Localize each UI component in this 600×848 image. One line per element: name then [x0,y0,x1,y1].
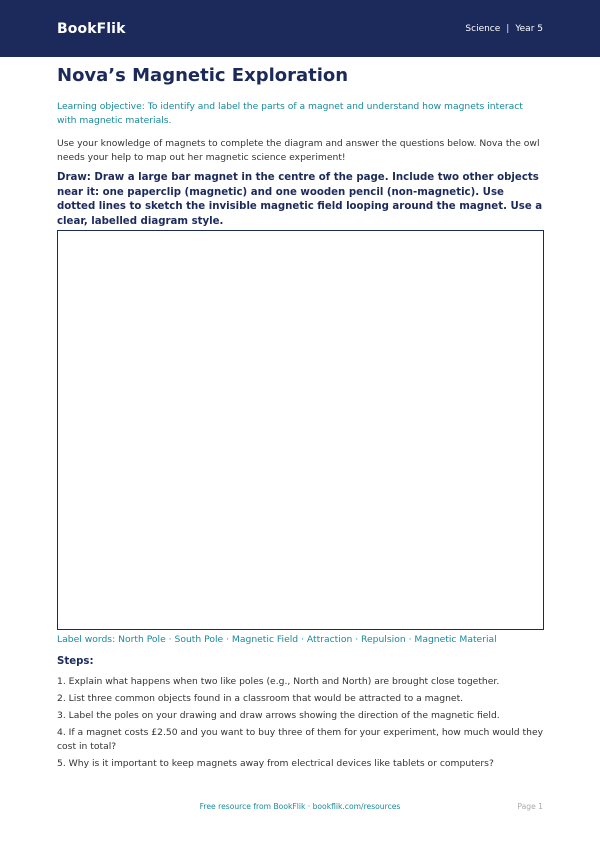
steps-list [57,675,545,774]
page-header [0,0,600,57]
step-item: 4. If a magnet costs £2.50 and you want to buy three of them for your experiment, how much would they cost in total? [57,727,544,752]
learning-objective: Learning objective: To identify and label the parts of a magnet and understand how magnets interact with magnetic materials. [57,101,523,126]
step-item: 1. Explain what happens when two like poles (e.g., North and North) are brought close together. [57,676,500,687]
label-words: Label words: North Pole · South Pole · Magnetic Field · Attraction · Repulsion · Magnetic Material [57,634,497,645]
drawing-area[interactable] [57,230,544,630]
subject-label: Science [465,23,501,34]
step-item: 2. List three common objects found in a classroom that would be attracted to a magnet. [57,693,464,704]
footer-resource-link[interactable]: Free resource from BookFlik · bookflik.com/resources [199,802,401,811]
year-label: Year 5 [515,23,543,34]
step-item: 5. Why is it important to keep magnets away from electrical devices like tablets or computers? [57,757,494,769]
header-meta [465,24,543,34]
draw-instruction: Draw: Draw a large bar magnet in the centre of the page. Include two other objects near it: one paperclip (magnetic) and one wooden pencil (non-magnetic). Use dotted lines to sketch the invisible magnetic field looping around the magnet. Use a clear, labelled diagram style. [57,172,543,227]
intro-text: Use your knowledge of magnets to complete the diagram and answer the questions below. Nova the owl needs your help to map out her magnetic science experiment! [57,138,540,163]
page-number: Page 1 [517,802,543,811]
brand-logo[interactable]: BookFlik [57,20,126,37]
steps-heading: Steps: [57,656,94,667]
meta-separator: | [506,23,510,34]
step-item: 3. Label the poles on your drawing and draw arrows showing the direction of the magnetic field. [57,710,500,721]
page-title: Nova’s Magnetic Exploration [57,65,349,86]
